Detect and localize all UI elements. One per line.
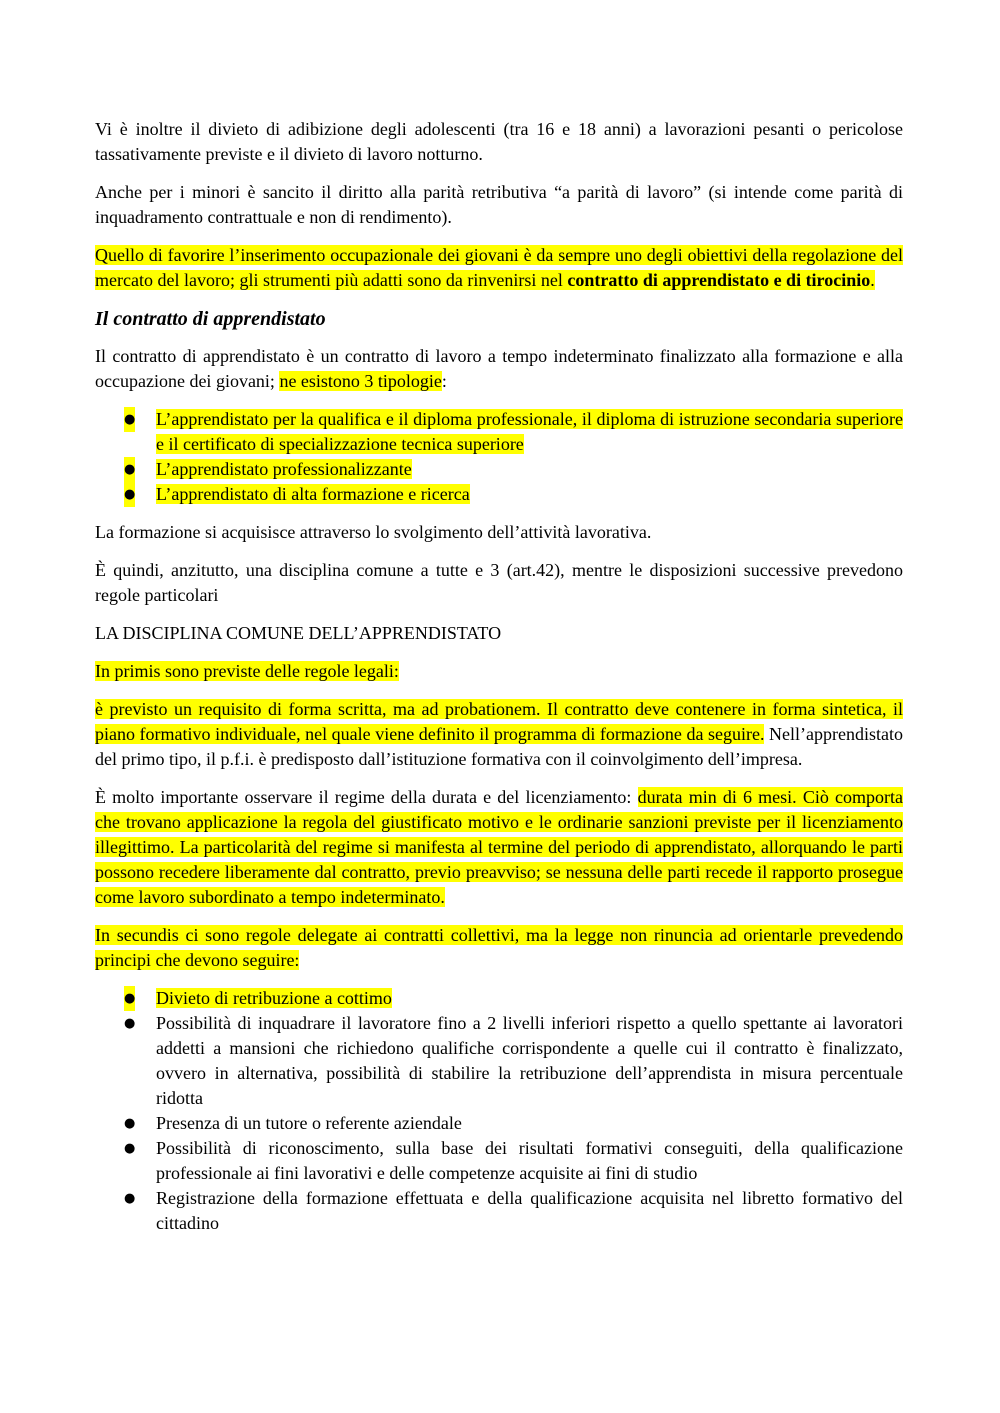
bullet-icon: ● — [124, 457, 135, 482]
paragraph-disciplina-comune: È quindi, anzitutto, una disciplina comune a tutte e 3 (art.42), mentre le disposizioni successive prevedono regole particolari — [95, 560, 903, 605]
bullet-icon: ● — [124, 1116, 136, 1131]
document-page — [95, 117, 903, 1249]
list-tipologie — [95, 407, 903, 507]
list-item: ● Presenza di un tutore o referente aziendale — [95, 1111, 903, 1136]
list-item: ● L’apprendistato di alta formazione e ricerca — [95, 482, 903, 507]
highlight-regole-delegate: In secundis ci sono regole delegate ai contratti collettivi, ma la legge non rinuncia ad orientarle prevedendo principi che devono seguire: — [95, 925, 903, 970]
paragraph-parita-retributiva: Anche per i minori è sancito il diritto alla parità retributiva “a parità di lavoro” (si intende come parità di inquadramento contrattuale e non di rendimento). — [95, 182, 903, 227]
paragraph-regole-delegate — [95, 923, 903, 973]
list-item: ● L’apprendistato per la qualifica e il diploma professionale, il diploma di istruzione secondaria superiore e il certificato di specializzazione tecnica superiore — [124, 409, 903, 454]
paragraph-durata-licenziamento: È molto importante osservare il regime della durata e del licenziamento: durata min di 6 mesi. Ciò comporta che trovano applicazione la regola del giustificato motivo e le ordinarie sanzioni previste per il licenziamento illegittimo. La particolarità del regime si manifesta al termine del periodo di apprendistato, allorquando le parti possono recedere liberamente dal contratto, previo preavviso; se nessuna delle parti recede il rapporto prosegue come lavoro subordinato a tempo indeterminato. — [95, 787, 903, 907]
bullet-icon: ● — [124, 407, 135, 432]
highlight-tipologie: ne esistono 3 tipologie — [279, 371, 442, 391]
subheading-disciplina-comune: LA DISCIPLINA COMUNE DELL’APPRENDISTATO — [95, 623, 502, 643]
bullet-icon: ● — [124, 482, 135, 507]
paragraph-forma-scritta: è previsto un requisito di forma scritta, ma ad probationem. Il contratto deve contenere in forma sintetica, il piano formativo individuale, nel quale viene definito il programma di formazione da seguire. Nell’apprendistato del primo tipo, il p.f.i. è predisposto dall’istituzione formativa con il coinvolgimento dell’impresa. — [95, 699, 903, 769]
list-item: ● L’apprendistato professionalizzante — [95, 457, 903, 482]
list-item: ● Possibilità di riconoscimento, sulla base dei risultati formativi conseguiti, della qualificazione professionale ai fini lavorativi e delle competenze acquisite ai fini di studio — [124, 1138, 903, 1183]
paragraph-inserimento-giovani — [95, 243, 903, 293]
bold-contratto-apprendistato: contratto di apprendistato e di tirocinio — [567, 270, 871, 290]
list-item: ● Divieto di retribuzione a cottimo — [95, 986, 903, 1011]
paragraph-definizione-apprendistato: Il contratto di apprendistato è un contratto di lavoro a tempo indeterminato finalizzato alla formazione e alla occupazione dei giovani; ne esistono 3 tipologie: — [95, 346, 903, 391]
highlight-regole-legali: In primis sono previste delle regole legali: — [95, 661, 399, 681]
highlight-durata: durata min di 6 mesi. Ciò comporta che trovano applicazione la regola del giustificato motivo e le ordinarie sanzioni previste per il licenziamento illegittimo. La particolarità del regime si manifesta al termine del periodo di apprendistato, allorquando le parti possono recedere liberamente dal contratto, previo preavviso; se nessuna delle parti recede il rapporto prosegue come lavoro subordinato a tempo indeterminato. — [95, 787, 903, 907]
bullet-icon: ● — [124, 1141, 136, 1156]
highlight-forma-scritta: è previsto un requisito di forma scritta, ma ad probationem. Il contratto deve contenere in forma sintetica, il piano formativo individuale, nel quale viene definito il programma di formazione da seguire. — [95, 699, 903, 744]
paragraph-formazione: La formazione si acquisisce attraverso lo svolgimento dell’attività lavorativa. — [95, 522, 652, 542]
paragraph-regole-legali — [95, 659, 903, 684]
list-principi — [95, 986, 903, 1236]
paragraph-adolescenti: Vi è inoltre il divieto di adibizione degli adolescenti (tra 16 e 18 anni) a lavorazioni pesanti o pericolose tassativamente previste e il divieto di lavoro notturno. — [95, 119, 903, 164]
list-item: ● Registrazione della formazione effettuata e della qualificazione acquisita nel libretto formativo del cittadino — [124, 1188, 903, 1233]
list-item: ● Possibilità di inquadrare il lavoratore fino a 2 livelli inferiori rispetto a quello spettante ai lavoratori addetti a mansioni che richiedono qualifiche corrispondente a quelle cui il contratto è finalizzato, ovvero in alternativa, possibilità di stabilire la retribuzione dell’apprendista in misura percentuale ridotta — [124, 1013, 903, 1108]
highlight-inserimento: Quello di favorire l’inserimento occupazionale dei giovani è da sempre uno degli obiettivi della regolazione del mercato del lavoro; gli strumenti più adatti sono da rinvenirsi nel contratto di apprendistato e di tirocinio. — [95, 245, 903, 290]
bullet-icon: ● — [124, 986, 135, 1011]
section-heading-apprendistato: Il contratto di apprendistato — [95, 308, 326, 330]
bullet-icon: ● — [124, 1016, 136, 1031]
bullet-icon: ● — [124, 1191, 136, 1206]
